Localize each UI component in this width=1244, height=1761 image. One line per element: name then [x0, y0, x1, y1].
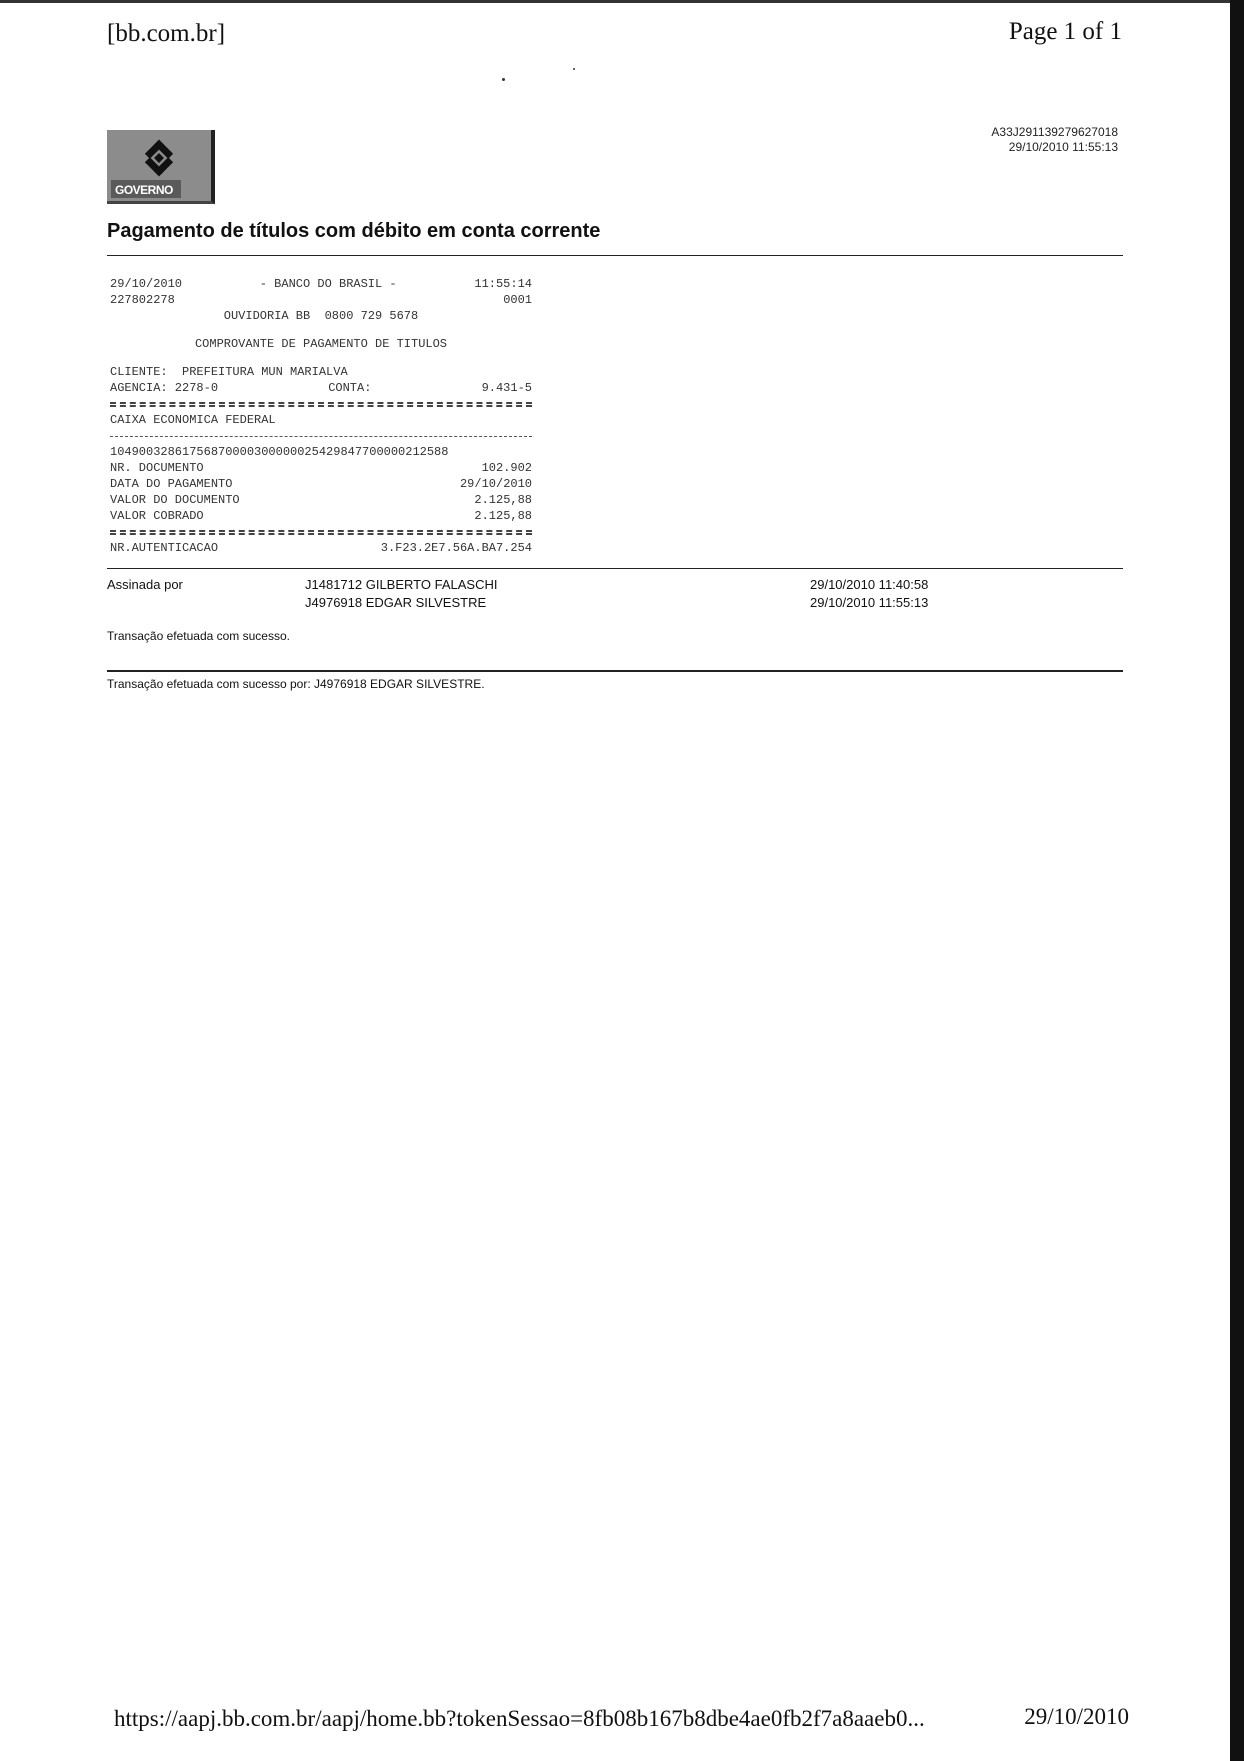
receipt-client-row — [110, 364, 532, 380]
receipt-detail-row — [110, 460, 532, 476]
scan-speck — [502, 78, 505, 81]
divider — [107, 568, 1123, 569]
receipt-detail-row — [110, 508, 532, 524]
payment-receipt — [110, 276, 532, 556]
receipt-date: 29/10/2010 — [110, 277, 183, 291]
signature-datetime: 29/10/2010 11:40:58 — [810, 577, 929, 592]
auth-label: NR.AUTENTICACAO — [110, 541, 219, 555]
print-footer-date: 29/10/2010 — [1024, 1704, 1129, 1729]
banco-do-brasil-logo — [107, 130, 215, 204]
receipt-ombudsman: OUVIDORIA BB 0800 729 5678 — [223, 309, 419, 323]
receipt-heading-row — [110, 336, 532, 352]
scan-edge-right — [1230, 0, 1244, 1761]
receipt-heading: COMPROVANTE DE PAGAMENTO DE TITULOS — [194, 337, 448, 351]
barcode-number: 10490032861756870000300000025429847700000212588 — [110, 445, 449, 459]
dash-separator — [110, 428, 532, 444]
auth-value: 3.F23.2E7.56A.BA7.254 — [380, 541, 532, 555]
detail-label: VALOR DO DOCUMENTO — [110, 493, 240, 507]
detail-label: VALOR COBRADO — [110, 509, 204, 523]
receipt-auth-row — [110, 540, 532, 556]
receipt-terminal: 227802278 — [110, 293, 175, 307]
receipt-bank: - BANCO DO BRASIL - — [259, 277, 397, 291]
signature-datetime: 29/10/2010 11:55:13 — [810, 595, 929, 610]
transaction-reference — [991, 125, 1118, 155]
beneficiary-bank: CAIXA ECONOMICA FEDERAL — [110, 413, 276, 427]
agency-label: AGENCIA: 2278-0 — [110, 381, 219, 395]
receipt-time: 11:55:14 — [474, 277, 532, 291]
signer-name: J4976918 EDGAR SILVESTRE — [305, 595, 487, 610]
client-label: CLIENTE: — [110, 365, 168, 379]
receipt-sequence: 0001 — [503, 293, 532, 307]
transaction-code: A33J291139279627018 — [991, 125, 1118, 139]
double-dash-separator — [110, 524, 532, 540]
receipt-detail-row — [110, 476, 532, 492]
signer-name: J1481712 GILBERTO FALASCHI — [305, 577, 498, 592]
receipt-terminal-row — [110, 292, 532, 308]
transaction-datetime: 29/10/2010 11:55:13 — [1008, 140, 1118, 154]
account-value: 9.431-5 — [481, 381, 532, 395]
print-footer-url: https://aapj.bb.com.br/aapj/home.bb?tokenSessao=8fb08b167b8dbe4ae0fb2f7a8aaeb0... — [114, 1706, 925, 1731]
scan-edge-top — [0, 0, 1244, 3]
banco-do-brasil-logo-icon — [107, 130, 211, 201]
signature-dates — [810, 576, 928, 612]
double-dash-separator — [110, 396, 532, 412]
detail-value: 2.125,88 — [474, 493, 532, 507]
print-header-page: Page 1 of 1 — [1008, 18, 1122, 45]
receipt-account-row — [110, 380, 532, 396]
detail-label: NR. DOCUMENTO — [110, 461, 204, 475]
logo-text: GOVERNO — [115, 183, 173, 197]
divider — [107, 670, 1123, 672]
status-message-by: Transação efetuada com sucesso por: J4976918 EDGAR SILVESTRE. — [107, 677, 485, 691]
detail-value: 2.125,88 — [474, 509, 532, 523]
signed-by-label: Assinada por — [107, 577, 183, 592]
client-value: PREFEITURA MUN MARIALVA — [182, 365, 348, 379]
print-header-site: [bb.com.br] — [107, 20, 226, 47]
receipt-detail-row — [110, 492, 532, 508]
detail-value: 29/10/2010 — [459, 477, 532, 491]
page-title: Pagamento de títulos com débito em conta corrente — [107, 220, 601, 242]
status-message: Transação efetuada com sucesso. — [107, 629, 290, 643]
receipt-header-row — [110, 276, 532, 292]
divider — [107, 255, 1123, 256]
account-label: CONTA: — [328, 381, 372, 395]
receipt-ombudsman-row — [110, 308, 532, 324]
detail-value: 102.902 — [481, 461, 532, 475]
detail-label: DATA DO PAGAMENTO — [110, 477, 233, 491]
signer-names — [305, 576, 497, 612]
scan-speck — [573, 68, 575, 70]
